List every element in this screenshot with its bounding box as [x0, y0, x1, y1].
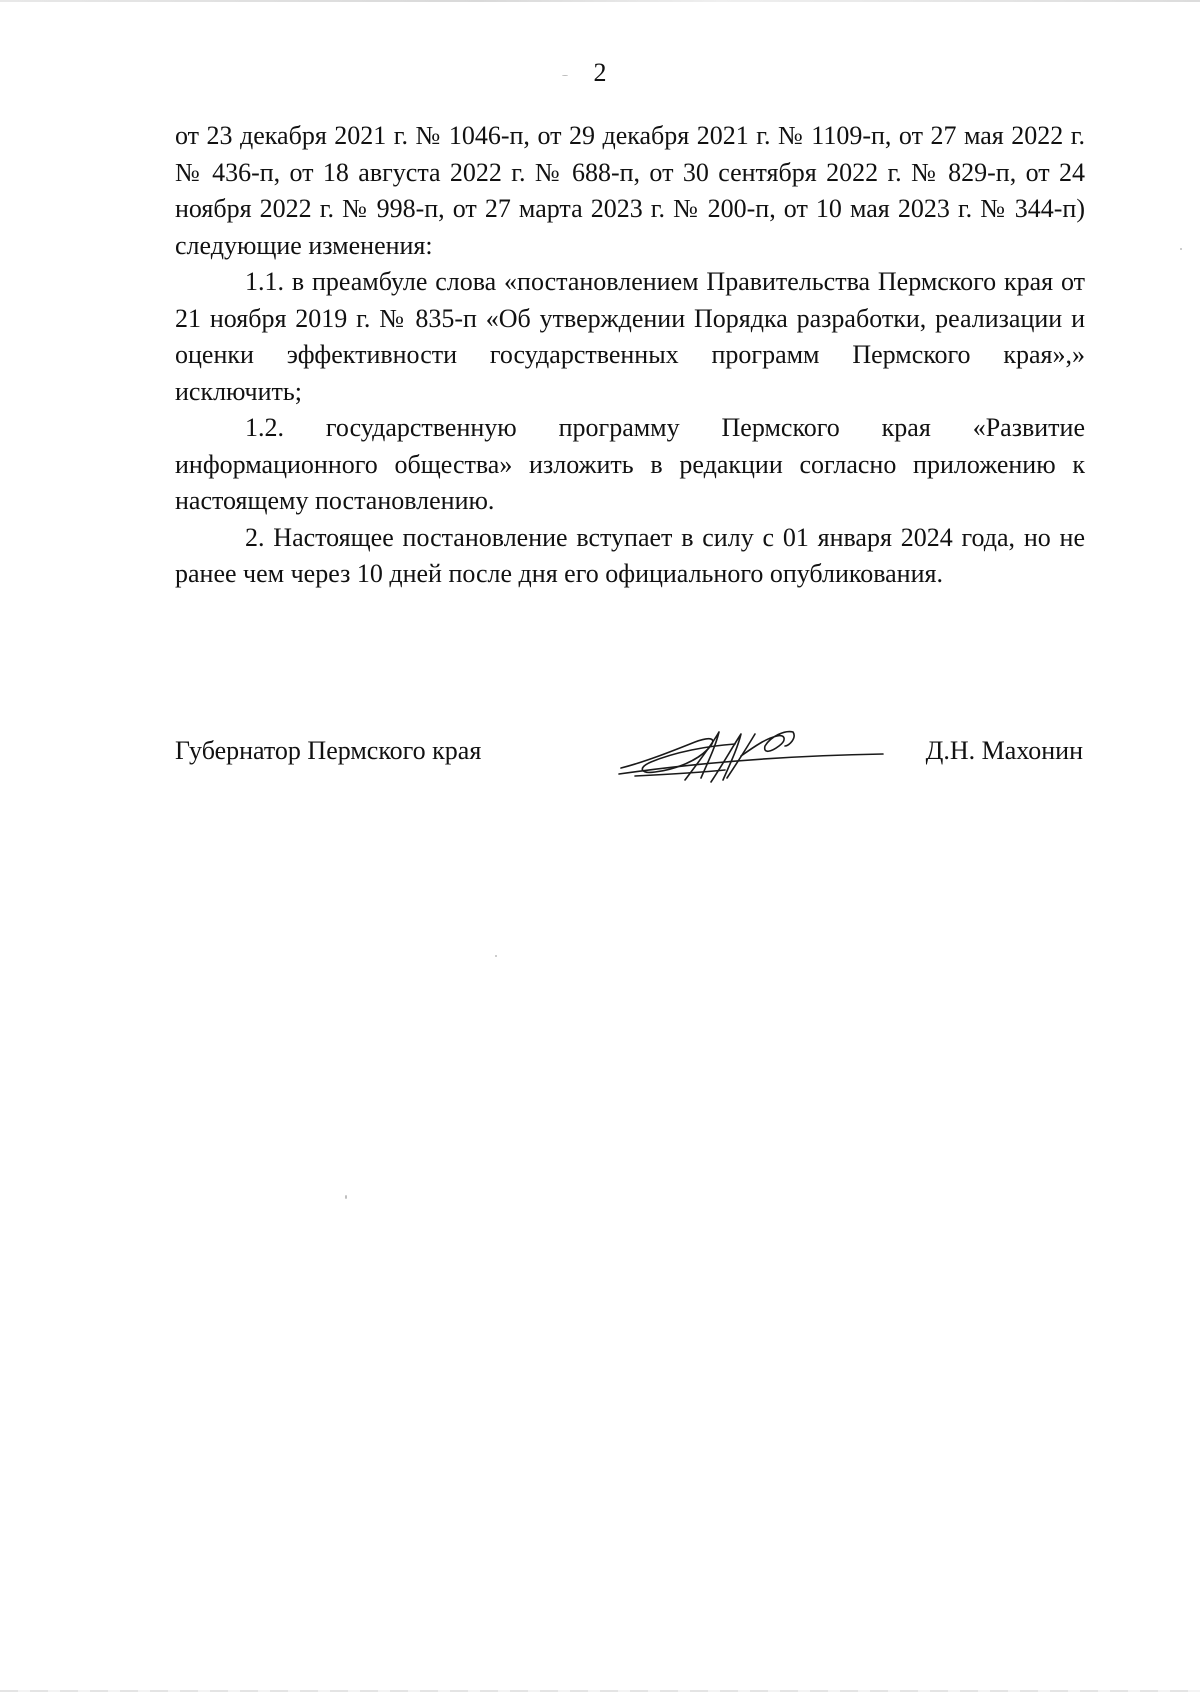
paragraph-item-1-2: 1.2. государственную программу Пермского края «Развитие информационного общества» изложить в редакции согласно приложению к настоящему постановлению.: [175, 413, 1085, 515]
scan-speck: [495, 955, 497, 957]
scan-speck: [345, 1195, 347, 1199]
page-number: 2: [593, 58, 607, 87]
scan-edge-bottom: [0, 1690, 1200, 1692]
handwritten-signature: [615, 716, 885, 796]
scan-edge-top: [0, 0, 1200, 2]
paragraph-item-2: 2. Настоящее постановление вступает в силу с 01 января 2024 года, но не ранее чем через 10 дней после дня его официального опубликования.: [175, 522, 1085, 588]
signer-name: Д.Н. Махонин: [925, 736, 1083, 765]
scan-speck: [1180, 248, 1182, 250]
scan-speck: [562, 75, 568, 76]
paragraph-item-1-1: 1.1. в преамбуле слова «постановлением Правительства Пермского края от 21 ноября 2019 г. № 835-п «Об утверждении Порядка разработки, реализации и оценки эффективности государственных программ Пермского края»,» исключить;: [175, 267, 1085, 406]
document-body: [175, 118, 1085, 593]
signature-block: [175, 730, 1085, 810]
paragraph-changes-list: от 23 декабря 2021 г. № 1046-п, от 29 декабря 2021 г. № 1109-п, от 27 мая 2022 г. № 436-п, от 18 августа 2022 г. № 688-п, от 30 сентября 2022 г. № 829-п, от 24 ноября 2022 г. № 998-п, от 27 марта 2023 г. № 200-п, от 10 мая 2023 г. № 344-п) следующие изменения:: [175, 121, 1085, 260]
signer-position: Губернатор Пермского края: [175, 736, 482, 765]
